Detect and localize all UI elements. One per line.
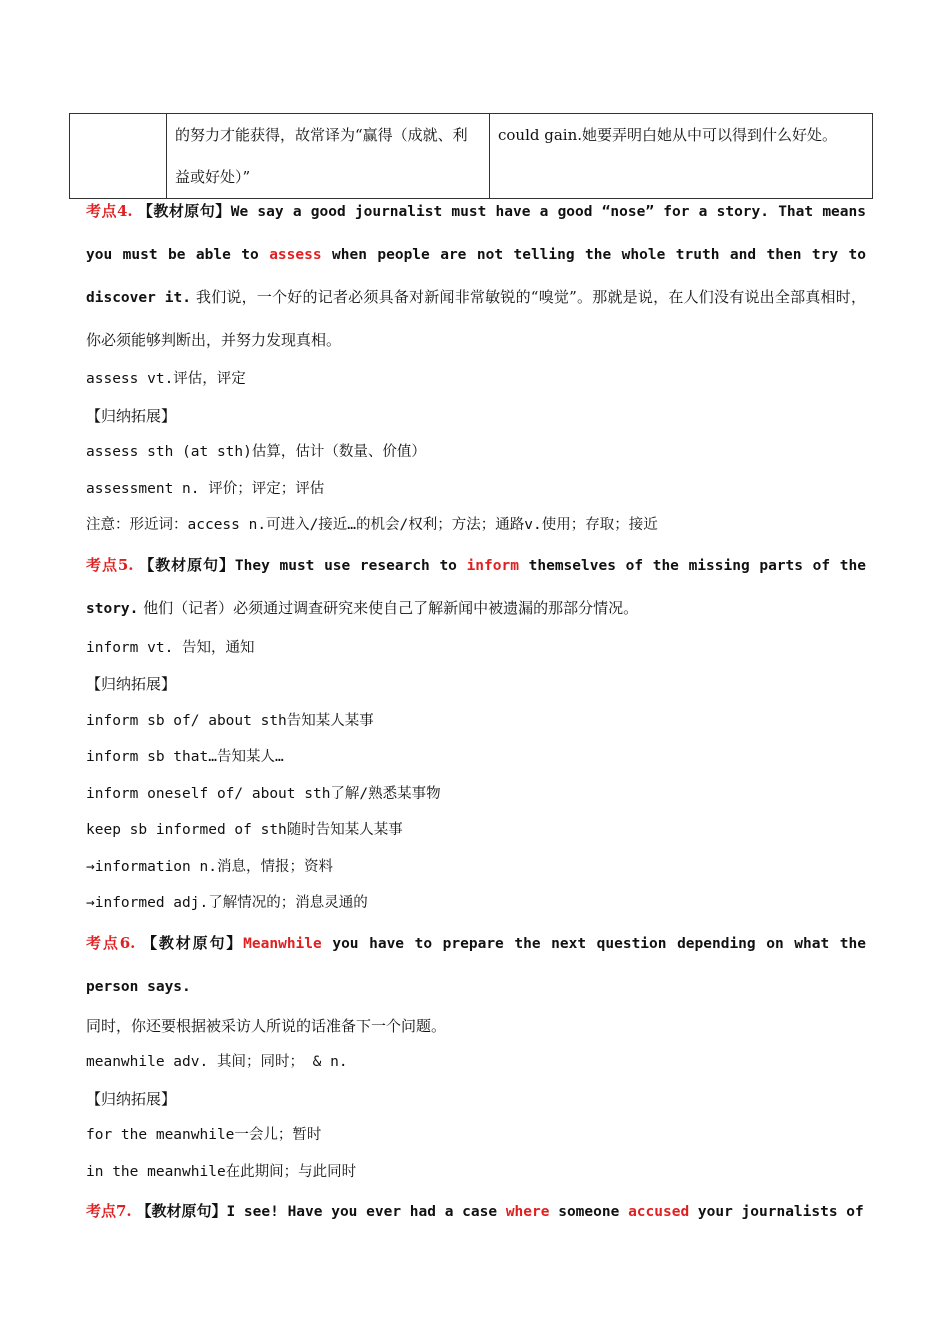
keypoint-5-english-post: themselves of the missing parts of the story. <box>86 557 866 617</box>
keypoint-4-highlight: assess <box>269 247 322 263</box>
keypoint-6-line: meanwhile adv. 其间；同时； & n. <box>86 1054 348 1070</box>
keypoint-5-line: inform oneself of/ about sth了解/熟悉某事物 <box>86 785 441 802</box>
table-cell-empty <box>70 114 167 199</box>
keypoint-7-english-post: your journalists of <box>689 1204 864 1220</box>
main-content <box>86 190 866 1233</box>
keypoint-5-line: 【归纳拓展】 <box>86 675 177 693</box>
keypoint-5-tag: 【教材原句】 <box>139 555 235 574</box>
keypoint-6-tag: 【教材原句】 <box>142 933 244 952</box>
keypoint-5-translation: 他们（记者）必须通过调查研究来使自己了解新闻中被遗漏的那部分情况。 <box>138 598 639 617</box>
keypoint-6-line: in the meanwhile在此期间；与此同时 <box>86 1163 357 1180</box>
keypoint-7-english-pre: I see! Have you ever had a case <box>226 1204 506 1220</box>
table-cell-explanation: 的努力才能获得，故常译为“赢得（成就、利益或好处）” <box>167 114 490 199</box>
keypoint-4-tag: 【教材原句】 <box>137 202 231 220</box>
keypoint-7-english-mid: someone <box>549 1204 629 1220</box>
keypoint-4-line: assess vt.评估，评定 <box>86 371 246 387</box>
keypoint-7-highlight-accused: accused <box>628 1204 690 1220</box>
keypoint-5-english-pre: They must use research to <box>234 557 467 574</box>
keypoint-6-line: 同时，你还要根据被采访人所说的话准备下一个问题。 <box>86 1016 447 1035</box>
keypoint-5-line: →information n.消息，情报；资料 <box>86 858 333 875</box>
keypoint-4-english-post: when people are not telling the whole truth and then try to discover it. <box>86 247 866 306</box>
keypoint-5-line: inform vt. 告知，通知 <box>86 639 255 656</box>
vocab-table-fragment <box>69 113 873 199</box>
table-row <box>70 114 873 199</box>
keypoint-5-sentence <box>86 544 866 630</box>
keypoint-4-line: 注意：形近词：access n.可进入/接近…的机会/权利；方法；通路v.使用；存取；接近 <box>86 517 658 533</box>
keypoint-7-number: 考点7. <box>86 1202 132 1220</box>
keypoint-6-highlight: Meanwhile <box>243 935 322 952</box>
keypoint-7-tag: 【教材原句】 <box>136 1202 227 1220</box>
keypoint-7-sentence <box>86 1190 866 1233</box>
keypoint-5-number: 考点5. <box>86 555 134 574</box>
keypoint-5-line: keep sb informed of sth随时告知某人某事 <box>86 822 403 838</box>
keypoint-4-translation: 我们说，一个好的记者必须具备对新闻非常敏锐的“嗅觉”。那就是说，在人们没有说出全部真相时，你必须能够判断出，并努力发现真相。 <box>86 288 866 349</box>
keypoint-5-line: inform sb that…告知某人… <box>86 749 284 765</box>
keypoint-6-english-post: you have to prepare the next question depending on what the person says. <box>86 935 866 995</box>
keypoint-5-line: →informed adj.了解情况的；消息灵通的 <box>86 895 368 911</box>
keypoint-4-english-pre: We say a good journalist must have a good “nose” for a story. That means you must be able to <box>86 204 866 263</box>
keypoint-4-line: assessment n. 评价；评定；评估 <box>86 480 325 497</box>
keypoint-4-line: assess sth (at sth)估算，估计（数量、价值） <box>86 444 426 460</box>
keypoint-6-line: 【归纳拓展】 <box>86 1089 177 1108</box>
keypoint-4-number: 考点4. <box>86 202 133 220</box>
keypoint-7-highlight-where: where <box>505 1204 550 1220</box>
table-cell-example: could gain.她要弄明白她从中可以得到什么好处。 <box>490 114 873 199</box>
keypoint-6-line: for the meanwhile一会儿；暂时 <box>86 1127 322 1143</box>
keypoint-4-sentence <box>86 190 866 361</box>
keypoint-5-highlight: inform <box>466 557 519 574</box>
keypoint-5-line: inform sb of/ about sth告知某人某事 <box>86 712 374 729</box>
keypoint-6-number: 考点6. <box>86 933 136 952</box>
keypoint-4-line: 【归纳拓展】 <box>86 406 177 425</box>
keypoint-6-sentence <box>86 922 866 1008</box>
